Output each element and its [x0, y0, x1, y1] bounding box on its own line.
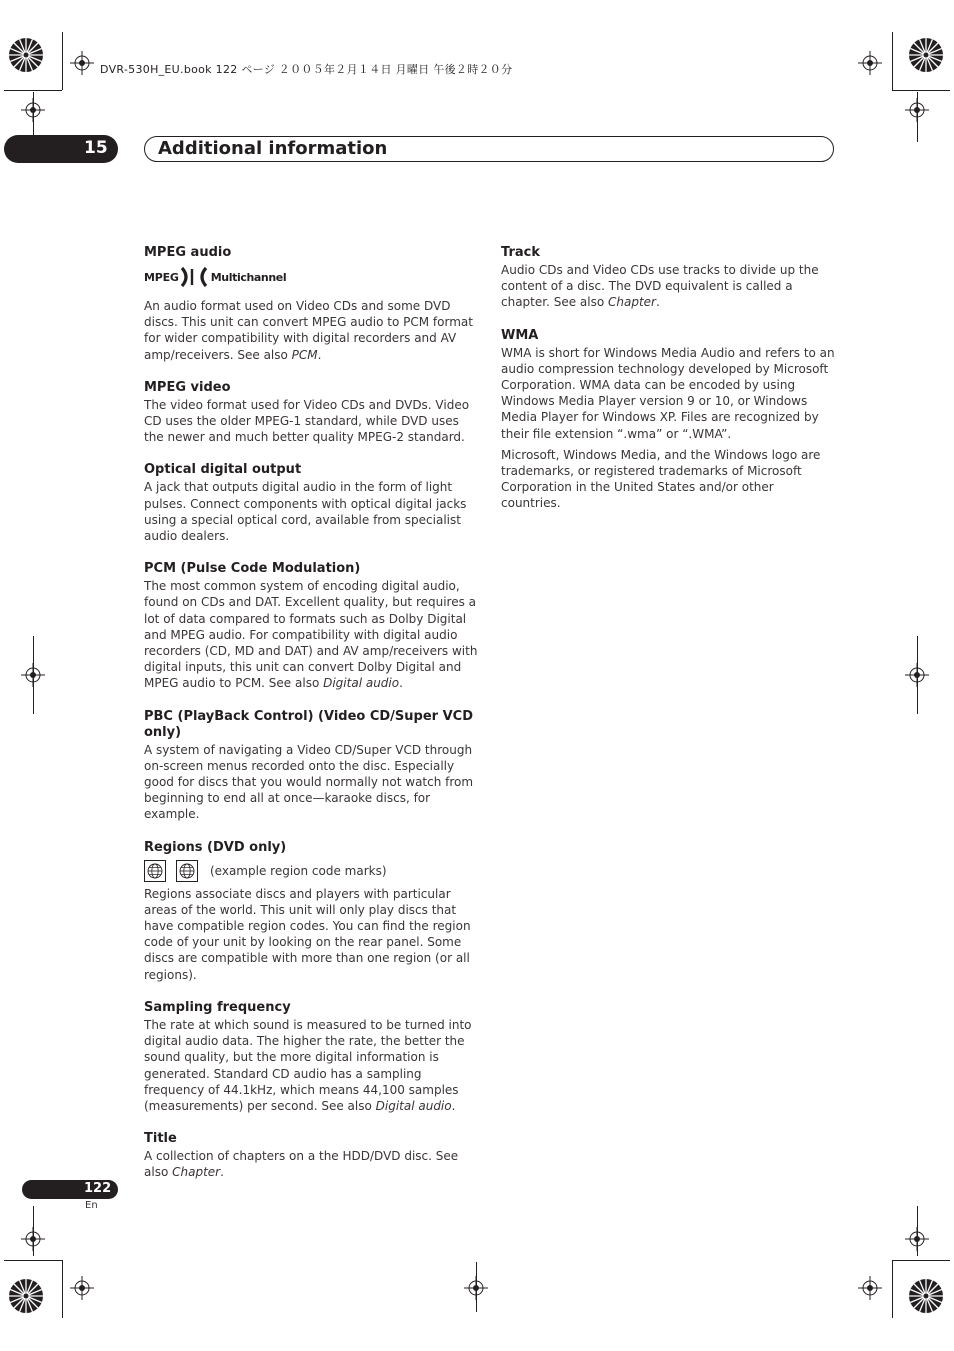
entry-term: Title — [144, 1131, 177, 1147]
entry-term: Sampling frequency — [144, 999, 291, 1015]
entry-definition: WMA is short for Windows Media Audio and refers to an audio compression technology developed by Microsoft Corporation. WMA data can be encoded by using Windows Media Player version 9 or 10, or Windows Media Player for Windows XP. Files are recognized by their file extension “.wma” or “.WMA”. — [501, 345, 835, 441]
glossary-entry-regions — [144, 840, 480, 983]
left-column — [144, 245, 480, 1198]
entry-term: MPEG audio — [144, 245, 232, 260]
glossary-entry-mpeg-audio — [144, 245, 480, 363]
cross-reference: Digital audio — [323, 676, 400, 691]
entry-term: Track — [501, 245, 540, 260]
entry-definition — [144, 298, 480, 363]
glossary-entry-optical-digital-output — [144, 462, 480, 544]
registration-mark-icon — [21, 1227, 45, 1251]
registration-mark-icon — [464, 1276, 488, 1300]
entry-term: Regions (DVD only) — [144, 839, 287, 855]
logo-multichannel-text: Multichannel — [210, 270, 287, 284]
glossary-entry-sampling-frequency — [144, 1000, 480, 1114]
entry-definition — [144, 578, 480, 691]
registration-mark-icon — [70, 51, 94, 75]
starburst-target-icon — [908, 1278, 944, 1314]
globe-region-icon — [144, 860, 166, 882]
chapter-title: Additional information — [158, 138, 388, 159]
cross-reference: Digital audio — [375, 1098, 452, 1113]
definition-text: The most common system of encoding digital audio, found on CDs and DAT. Excellent quality, but requires a lot of data compared to formats such as Dolby Digital and MPEG audio. For compatibility with digital audio recorders (CD, MD and DAT) and AV amp/receivers with digital inputs, this unit can convert Dolby Digital and MPEG audio to PCM. See also — [144, 579, 478, 691]
starburst-target-icon — [8, 1278, 44, 1314]
glossary-entry-pbc — [144, 709, 480, 823]
definition-tail: . — [399, 676, 403, 691]
region-caption: (example region code marks) — [210, 863, 387, 878]
globe-region-icon — [176, 860, 198, 882]
definition-tail: . — [656, 295, 660, 310]
definition-tail: . — [317, 347, 322, 362]
glossary-entry-title — [144, 1131, 480, 1180]
entry-term: PCM (Pulse Code Modulation) — [144, 561, 361, 577]
registration-mark-icon — [858, 1276, 882, 1300]
cross-reference: Chapter — [608, 295, 656, 310]
starburst-target-icon — [908, 37, 944, 73]
entry-definition — [501, 262, 837, 311]
mpeg-multichannel-logo-icon — [144, 264, 480, 290]
sound-wave-icon — [179, 266, 209, 288]
entry-definition — [144, 1017, 480, 1114]
right-column — [501, 245, 837, 529]
definition-tail: . — [451, 1098, 456, 1113]
cross-reference: Chapter — [172, 1165, 221, 1180]
logo-mpeg-text: MPEG — [144, 270, 179, 284]
entry-definition: A system of navigating a Video CD/Super VCD through on-screen menus recorded onto the disc. Especially good for discs that you would normally not watch from beginning to end all at once—karaoke discs, for example. — [144, 742, 474, 822]
page-number: 122 — [84, 1181, 112, 1196]
region-code-marks — [144, 860, 480, 882]
definition-text: Audio CDs and Video CDs use tracks to divide up the content of a disc. The DVD equivalent is called a chapter. See also — [501, 263, 819, 310]
registration-mark-icon — [905, 1227, 929, 1251]
entry-term: WMA — [501, 327, 539, 343]
glossary-entry-mpeg-video — [144, 380, 480, 446]
glossary-entry-track — [501, 245, 837, 311]
registration-mark-icon — [21, 98, 45, 122]
registration-mark-icon — [858, 51, 882, 75]
entry-term: Optical digital output — [144, 462, 302, 478]
definition-text: The rate at which sound is measured to be turned into digital audio data. The higher the rate, the better the sound quality, but the more digital information is generated. Standard CD audio has a sampling frequency of 44.1kHz, which means 44,100 samples (measurements) per second. See also — [144, 1017, 472, 1113]
entry-definition: The video format used for Video CDs and DVDs. Video CD uses the older MPEG-1 standard, while DVD uses the newer and much better quality MPEG-2 standard. — [144, 397, 470, 445]
registration-mark-icon — [905, 98, 929, 122]
entry-definition: Regions associate discs and players with particular areas of the world. This unit will only play discs that have compatible region codes. You can find the region code of your unit by looking on the rear panel. Some discs are compatible with more than one region (or all regions). — [144, 886, 471, 982]
registration-mark-icon — [905, 663, 929, 687]
entry-definition — [144, 1148, 480, 1180]
definition-text: A collection of chapters on a the HDD/DVD disc. See also — [144, 1149, 459, 1180]
starburst-target-icon — [8, 37, 44, 73]
entry-term: MPEG video — [144, 379, 231, 395]
cross-reference: PCM — [291, 347, 318, 362]
definition-tail: . — [220, 1165, 224, 1180]
glossary-entry-pcm — [144, 561, 480, 691]
print-slug: DVR-530H_EU.book 122 ページ ２００５年２月１４日 月曜日 午後２時２０分 — [100, 63, 513, 76]
trademark-notice: Microsoft, Windows Media, and the Windows logo are trademarks, or registered trademarks of Microsoft Corporation in the United States and/or other countries. — [501, 447, 821, 511]
registration-mark-icon — [70, 1276, 94, 1300]
chapter-number: 15 — [84, 138, 108, 158]
definition-text: An audio format used on Video CDs and some DVD discs. This unit can convert MPEG audio to PCM format for wider compatibility with digital recorders and AV amp/receivers. See also — [144, 299, 473, 362]
entry-definition: A jack that outputs digital audio in the form of light pulses. Connect components with optical digital jacks using a special optical cord, available from specialist audio dealers. — [144, 480, 467, 544]
entry-term: PBC (PlayBack Control) (Video CD/Super VCD only) — [144, 708, 473, 740]
registration-mark-icon — [21, 663, 45, 687]
page-language: En — [85, 1200, 98, 1211]
glossary-entry-wma — [501, 328, 837, 512]
